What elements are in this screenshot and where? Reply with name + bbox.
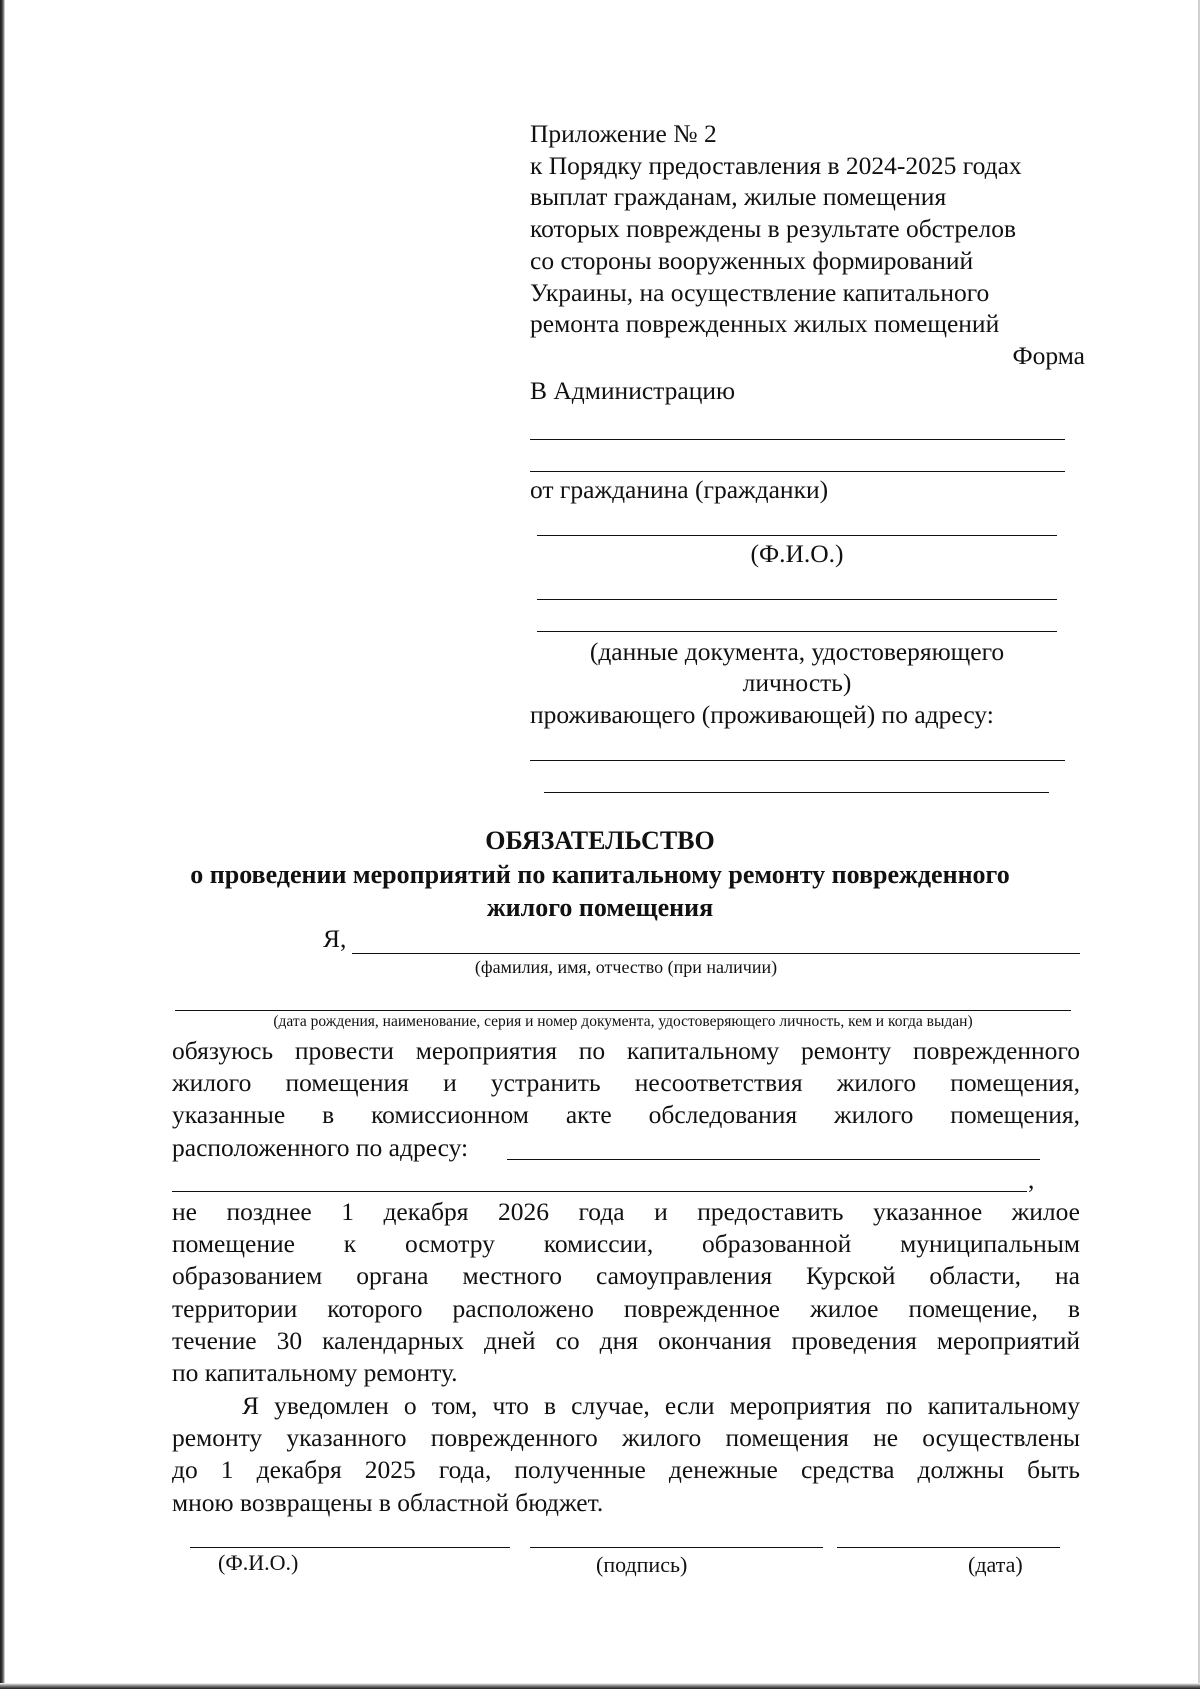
paragraph-line: расположенного по адресу: bbox=[172, 1132, 469, 1162]
paragraph-line: течение 30 календарных дней со дня окончания проведения мероприятий bbox=[172, 1325, 1080, 1355]
doc-caption: (дата рождения, наименование, серия и номер документа, удостоверяющего личность, кем и когда выдан) bbox=[273, 1013, 973, 1030]
declarant-doc-line[interactable] bbox=[175, 1010, 1071, 1011]
document-subtitle-2: жилого помещения bbox=[486, 893, 714, 922]
paragraph-line: помещение к осмотру комиссии, образованной муниципальным bbox=[172, 1229, 1080, 1259]
ya-label: Я, bbox=[323, 924, 347, 953]
paragraph-line: жилого помещения и устранить несоответствия жилого помещения, bbox=[172, 1068, 1080, 1098]
id-doc-caption-1: (данные документа, удостоверяющего bbox=[589, 637, 1005, 666]
paragraph-1 bbox=[172, 1035, 1080, 1164]
administration-line-2[interactable] bbox=[530, 471, 1065, 472]
property-address-line-2[interactable] bbox=[172, 1191, 1027, 1192]
paragraph-line: не позднее 1 декабря 2026 года и предоставить указанное жилое bbox=[172, 1197, 1080, 1226]
paragraph-3 bbox=[172, 1390, 1080, 1519]
paragraph-line: мною возвращены в областной бюджет. bbox=[172, 1487, 604, 1517]
paragraph-line: образованием органа местного самоуправления Курской области, на bbox=[172, 1261, 1080, 1291]
address-line-1[interactable] bbox=[530, 760, 1065, 761]
paragraph-line: ремонту указанного поврежденного жилого помещения не осуществлены bbox=[172, 1423, 1080, 1453]
appendix-line: которых повреждены в результате обстрелов bbox=[530, 214, 1017, 244]
administration-line-1[interactable] bbox=[530, 439, 1065, 440]
address-line-2[interactable] bbox=[544, 792, 1049, 793]
appendix-line: ремонта поврежденных жилых помещений bbox=[530, 309, 1000, 339]
paragraph-line: обязуюсь провести мероприятия по капитальному ремонту поврежденного bbox=[172, 1036, 1080, 1065]
signature-date-line[interactable] bbox=[837, 1547, 1060, 1548]
trailing-comma: , bbox=[1028, 1165, 1035, 1194]
appendix-line: выплат гражданам, жилые помещения bbox=[530, 182, 947, 212]
scan-bottom-edge bbox=[0, 1683, 1200, 1689]
from-citizen-label: от гражданина (гражданки) bbox=[530, 475, 829, 504]
residing-label: проживающего (проживающей) по адресу: bbox=[530, 700, 994, 729]
name-caption: (фамилия, имя, отчество (при наличии) bbox=[474, 957, 778, 977]
signature-fio-caption: (Ф.И.О.) bbox=[218, 1550, 299, 1575]
citizen-name-line[interactable] bbox=[537, 535, 1057, 536]
signature-sign-caption: (подпись) bbox=[596, 1552, 688, 1577]
document-title: ОБЯЗАТЕЛЬСТВО bbox=[485, 826, 715, 855]
appendix-header bbox=[530, 118, 1085, 372]
addressee-to: В Администрацию bbox=[530, 376, 736, 405]
appendix-line: к Порядку предоставления в 2024-2025 годах bbox=[530, 150, 1022, 180]
appendix-line: со стороны вооруженных формирований bbox=[530, 245, 974, 275]
signature-date-caption: (дата) bbox=[968, 1552, 1023, 1577]
property-address-line-1[interactable] bbox=[507, 1159, 1040, 1160]
id-doc-caption-2: личность) bbox=[742, 668, 852, 697]
document-subtitle-1: о проведении мероприятий по капитальному ремонту поврежденного bbox=[190, 860, 1010, 889]
form-label: Форма bbox=[1012, 340, 1085, 370]
id-doc-line-2[interactable] bbox=[537, 631, 1057, 632]
declarant-name-line[interactable] bbox=[352, 953, 1080, 954]
paragraph-line: по капитальному ремонту. bbox=[172, 1358, 458, 1388]
paragraph-line: территории которого расположено поврежденное жилое помещение, в bbox=[172, 1293, 1080, 1323]
signature-sign-line[interactable] bbox=[530, 1547, 823, 1548]
paragraph-line: указанные в комиссионном акте обследования жилого помещения, bbox=[172, 1100, 1080, 1130]
appendix-line: Украины, на осуществление капитального bbox=[530, 277, 990, 307]
paragraph-line: Я уведомлен о том, что в случае, если мероприятия по капитальному bbox=[242, 1391, 1080, 1420]
paragraph-line: до 1 декабря 2025 года, полученные денежные средства должны быть bbox=[172, 1455, 1080, 1485]
signature-fio-line[interactable] bbox=[190, 1547, 510, 1548]
paragraph-2 bbox=[172, 1196, 1080, 1389]
appendix-line: Приложение № 2 bbox=[530, 119, 717, 148]
fio-caption: (Ф.И.О.) bbox=[750, 539, 844, 568]
id-doc-line-1[interactable] bbox=[537, 599, 1057, 600]
